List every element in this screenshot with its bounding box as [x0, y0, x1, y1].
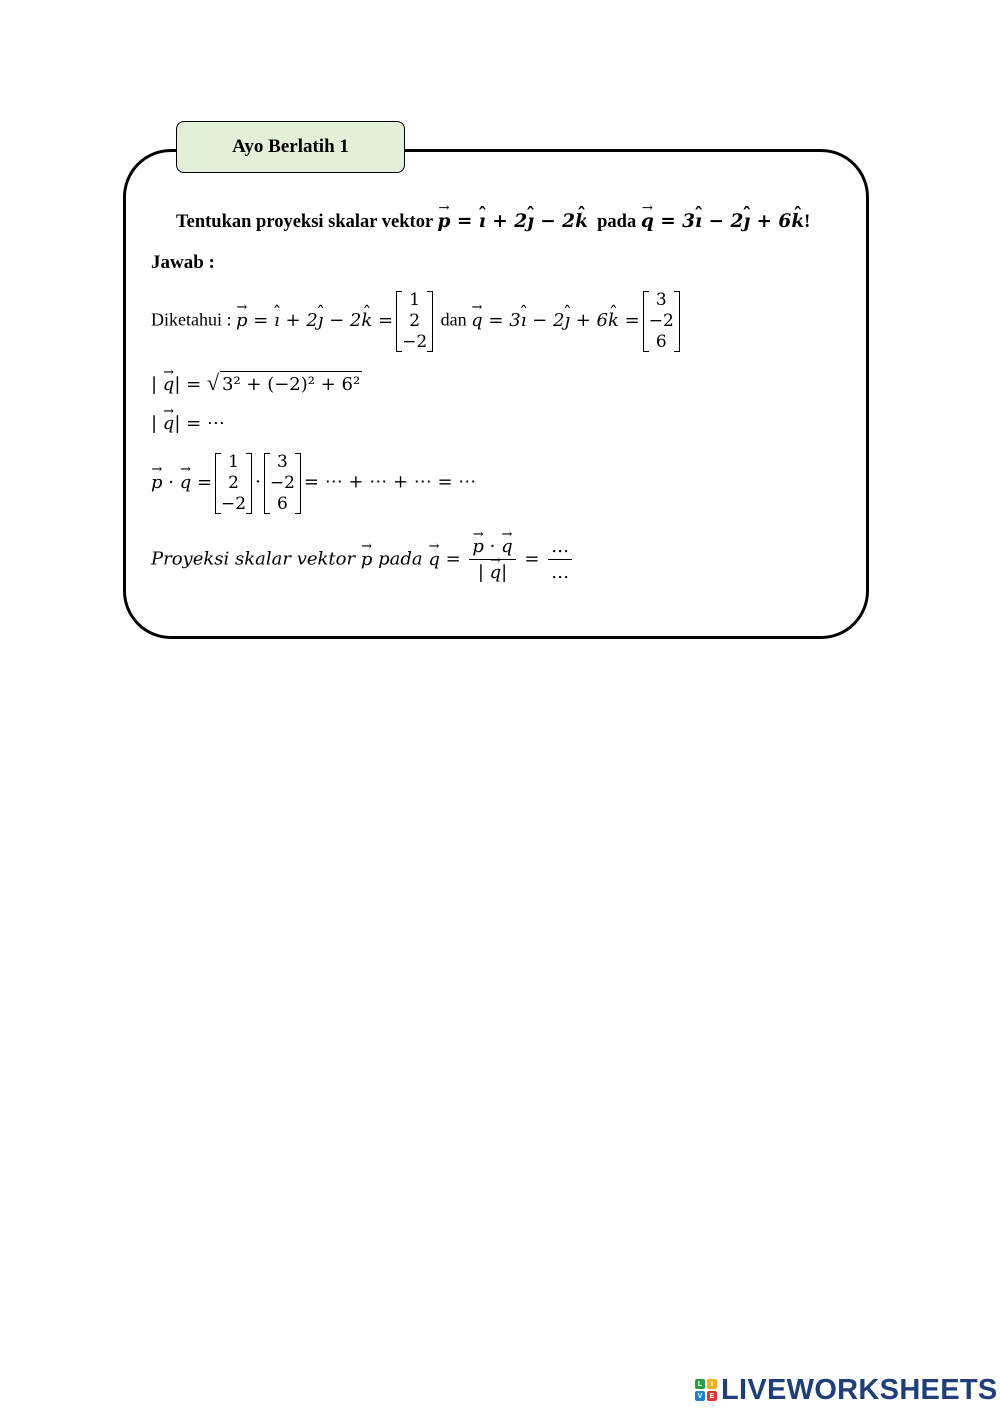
magnitude-result-line: | → q| = ⋯ — [151, 413, 225, 434]
exercise-title: Ayo Berlatih 1 — [232, 136, 349, 157]
magnitude-blank: ⋯ — [206, 413, 225, 433]
projection-line: Proyeksi skalar vektor → p pada → q = → $\frac{p \cdot \to q}{| \to q|}$ = $\frac{\dots}{\dots}$ — [151, 536, 575, 583]
p-matrix — [396, 290, 433, 353]
answer-label-text: Jawab : — [151, 252, 215, 273]
result-denominator: … — [551, 562, 570, 583]
known-line — [151, 290, 683, 353]
p-comp-3: −2 — [402, 332, 428, 352]
liveworksheets-logo — [695, 1373, 998, 1407]
q-comp-3: 6 — [655, 332, 667, 352]
sqrt-icon: √ — [206, 370, 219, 395]
p-comp-1: 1 — [409, 290, 421, 310]
question-middle: pada — [597, 212, 637, 232]
dot-product-tail: = ⋯ + ⋯ + ⋯ = ⋯ — [303, 471, 477, 493]
question-lead: Tentukan proyeksi skalar vektor — [176, 212, 433, 232]
q-comp-2: −2 — [648, 311, 674, 331]
answer-label — [151, 252, 215, 274]
result-numerator: … — [548, 536, 572, 560]
dot-q-comp-2: −2 — [269, 473, 295, 493]
q-expr: → q = 3ˆ ı − 2ˆ ȷ + 6ˆ k = — [471, 310, 640, 331]
magnitude-expr: 3² + (−2)² + 6² — [220, 371, 362, 395]
q-matrix — [643, 290, 680, 353]
known-prefix: Diketahui : — [151, 309, 232, 330]
projection-mid: pada — [378, 548, 423, 570]
projection-fraction: → $\frac{p \cdot \to q}{| \to q|}$ — [469, 536, 515, 583]
question-p-expr: → p = ˆ ı + 2ˆ ȷ − 2ˆ k — [437, 211, 587, 232]
dot-product-line: → p · → q = 1 2 −2 · 3 −2 6 = ⋯ + ⋯ + ⋯ = ⋯ — [151, 452, 476, 515]
magnitude-line: | → q| = √ 3² + (−2)² + 6² — [151, 370, 362, 396]
p-comp-2: 2 — [409, 311, 421, 331]
known-conj: dan — [440, 309, 467, 330]
dot-p-comp-3: −2 — [221, 494, 247, 514]
dot-p-comp-2: 2 — [228, 473, 239, 493]
dot-q-comp-1: 3 — [276, 452, 288, 472]
q-comp-1: 3 — [655, 290, 667, 310]
question-line: Tentukan proyeksi skalar vektor → p = ˆ ı + 2ˆ ȷ − 2ˆ k pada → q = 3ˆ ı − 2ˆ ȷ + 6ˆ k! — [176, 211, 810, 233]
exercise-title-tab — [176, 121, 405, 173]
question-q-expr: → q = 3ˆ ı − 2ˆ ȷ + 6ˆ k — [641, 211, 804, 232]
dot-p-comp-1: 1 — [228, 452, 239, 472]
dot-q-matrix — [264, 452, 301, 515]
p-expr: → p = ˆ ı + 2ˆ ȷ − 2ˆ k = — [236, 310, 393, 331]
projection-result-fraction — [548, 536, 572, 583]
dot-q-comp-3: 6 — [276, 494, 288, 514]
logo-text: LIVEWORKSHEETS — [721, 1373, 998, 1406]
dot-p-matrix — [215, 452, 252, 515]
logo-mark-icon: L I V E — [695, 1379, 717, 1401]
projection-label: Proyeksi skalar vektor — [151, 548, 356, 570]
